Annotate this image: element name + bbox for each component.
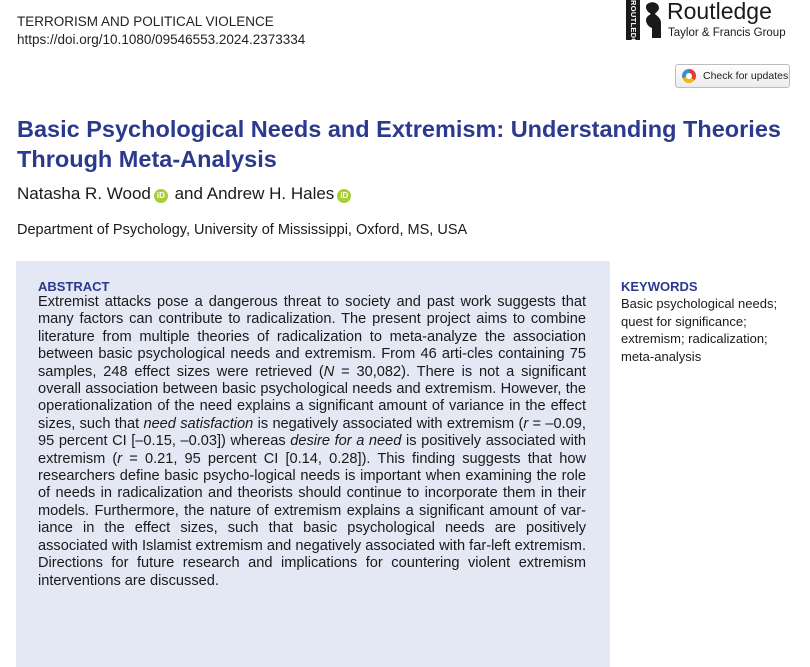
abstract-term: need satisfaction bbox=[143, 415, 254, 432]
abstract-term: desire for a need bbox=[290, 433, 402, 450]
abstract-symbol: N bbox=[323, 363, 335, 380]
abstract-segment: is negatively associated with extremism ( bbox=[253, 415, 524, 432]
journal-name: TERRORISM AND POLITICAL VIOLENCE bbox=[17, 14, 274, 29]
orcid-icon[interactable]: iD bbox=[337, 189, 351, 203]
publisher-brand: Routledge bbox=[667, 0, 772, 24]
journal-header bbox=[17, 13, 305, 49]
routledge-horse-logo-icon bbox=[643, 1, 663, 39]
article-title: Basic Psychological Needs and Extremism: Understanding Theories Through Meta-Analysis bbox=[17, 116, 781, 172]
check-for-updates-button[interactable] bbox=[675, 64, 790, 88]
abstract-segment: = 30,082). There is not a significant overall association between basic psychological needs and extremism. However, the operationalization of the need explains a significant amount of variance in the effect sizes, such that bbox=[38, 363, 586, 432]
affiliation: Department of Psychology, University of Mississippi, Oxford, MS, USA bbox=[17, 222, 468, 238]
author-name[interactable]: Andrew H. Hales bbox=[206, 184, 335, 203]
abstract-symbol: r bbox=[117, 450, 123, 467]
check-for-updates-label: Check for updates bbox=[703, 70, 789, 82]
author-name[interactable]: Natasha R. Wood bbox=[17, 184, 151, 203]
abstract-symbol: r bbox=[523, 415, 529, 432]
keywords-heading: KEYWORDS bbox=[621, 279, 698, 294]
orcid-icon[interactable]: iD bbox=[154, 189, 168, 203]
author-conjunction: and bbox=[169, 184, 207, 203]
publisher-logo bbox=[626, 0, 806, 48]
abstract-segment: is positively associated with extremism ( bbox=[38, 433, 586, 467]
keywords-list: Basic psychological needs; quest for significance; extremism; radicalization; meta-analysis bbox=[621, 296, 778, 364]
abstract-segment: Extremist attacks pose a dangerous threat to society and past work suggests that many factors can contribute to radicalization. The present project aims to combine literature from multiple theories of radicalization to meta-analyze the association between basic psychological needs and extremism. From 46 arti-cles containing 75 samples, 248 effect sizes were retrieved ( bbox=[38, 294, 586, 380]
abstract-segment: = –0.09, 95 percent CI [–0.15, –0.03]) whereas bbox=[38, 415, 586, 450]
routledge-vertical-text: ROUTLEDGE bbox=[626, 0, 640, 40]
abstract-heading: ABSTRACT bbox=[38, 279, 110, 294]
publisher-subtitle: Taylor & Francis Group bbox=[668, 27, 786, 39]
doi-link[interactable]: https://doi.org/10.1080/09546553.2024.2373334 bbox=[17, 32, 306, 47]
abstract-segment: = 0.21, 95 percent CI [0.14, 0.28]). This finding suggests that how researchers define basic psycho-logical needs is important when examining the role of needs in radicalization and theorists should continue to incorporate them in their models. Furthermore, the nature of extremism explains a significant amount of var-iance in the effect sizes, such that basic psychological needs are positively associated with Islamist extremism and negatively associated with far-left extremism. Directions for future research and implications for countering violent extremism interventions are discussed. bbox=[38, 450, 586, 589]
author-list bbox=[17, 184, 353, 204]
crossmark-icon bbox=[682, 69, 696, 83]
abstract-text bbox=[38, 294, 586, 590]
